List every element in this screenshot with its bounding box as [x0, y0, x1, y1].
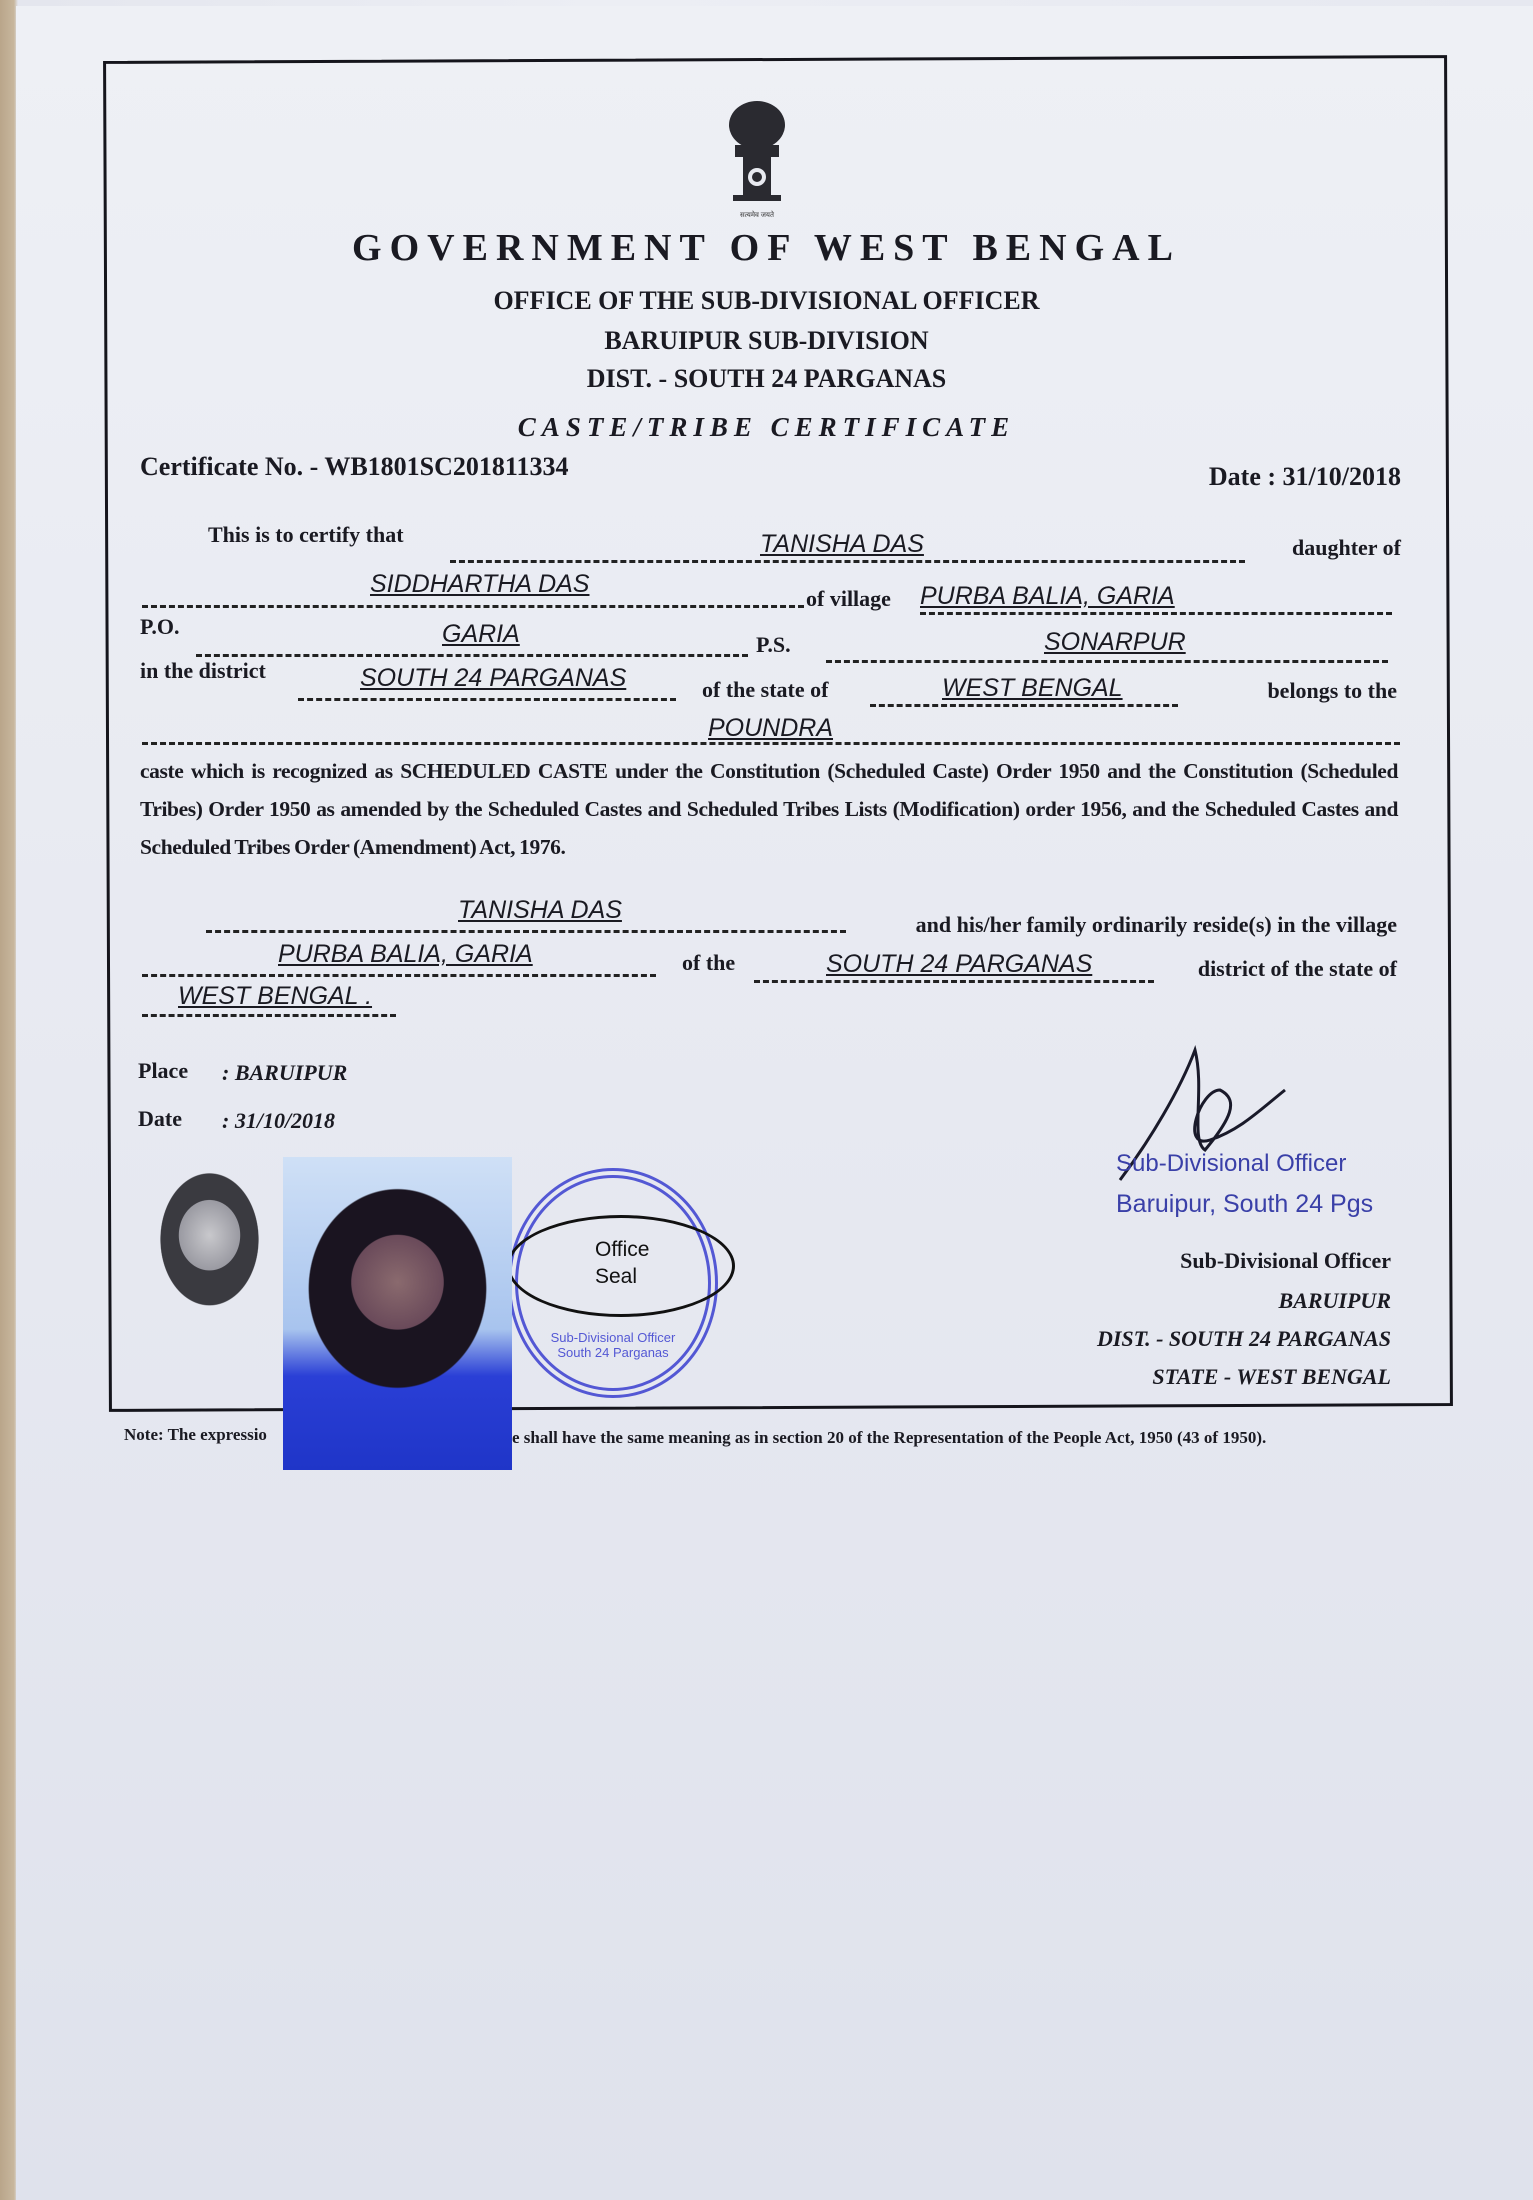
ashoka-emblem-icon: [715, 95, 799, 223]
date-label: Date: [138, 1106, 182, 1131]
field-village: PURBA BALIA, GARIA: [920, 582, 1175, 610]
certification-paragraph: caste which is recognized as SCHEDULED CASTE under the Constitution (Scheduled Caste) Order 1950 and the Constitution (Scheduled Tribes) Order 1950 as amended by the Scheduled Castes and Scheduled Tribes Lists (Modification) order 1956, and the Scheduled Castes and Scheduled Tribes Order (Amendment) Act, 1976.: [140, 759, 1398, 859]
field-district: SOUTH 24 PARGANAS: [360, 664, 627, 692]
stamp-line-2: Baruipur, South 24 Pgs: [1116, 1190, 1374, 1218]
document-title: CASTE/TRIBE CERTIFICATE: [517, 412, 1016, 442]
dash-line: [206, 930, 846, 933]
note-left: Note: The expressio: [124, 1425, 267, 1444]
dash-line: [196, 654, 748, 657]
field-father: SIDDHARTHA DAS: [370, 570, 590, 598]
label-ps: P.S.: [756, 632, 791, 657]
label-village: of village: [806, 586, 891, 611]
field-state: WEST BENGAL: [942, 674, 1123, 702]
field-name-2: TANISHA DAS: [458, 896, 622, 924]
officer-title: Sub-Divisional Officer: [1180, 1248, 1391, 1273]
field-village-2: PURBA BALIA, GARIA: [278, 940, 533, 968]
officer-state: STATE - WEST BENGAL: [1152, 1364, 1391, 1389]
field-caste: POUNDRA: [708, 714, 834, 742]
dash-line: [870, 704, 1178, 707]
label-reside: and his/her family ordinarily reside(s) in the village: [915, 912, 1397, 937]
note-right: e shall have the same meaning as in section 20 of the Representation of the People Act, 1950 (43 of 1950).: [512, 1428, 1267, 1447]
label-district-state: district of the state of: [1197, 956, 1397, 981]
label-state-of: of the state of: [702, 677, 829, 702]
date-value: : 31/10/2018: [222, 1108, 336, 1133]
dash-line: [298, 698, 676, 701]
label-po: P.O.: [140, 614, 180, 639]
field-ps: SONARPUR: [1044, 628, 1186, 656]
place-value: : BARUIPUR: [222, 1060, 348, 1085]
seal-text: Sub-Divisional Officer South 24 Parganas: [550, 1330, 676, 1360]
dash-line: [142, 1014, 396, 1017]
dash-line: [826, 660, 1388, 663]
dash-line: [142, 974, 656, 977]
officer-place: BARUIPUR: [1278, 1288, 1391, 1313]
field-state-2: WEST BENGAL .: [178, 982, 373, 1010]
dash-line: [450, 560, 1245, 563]
label-belongs: belongs to the: [1267, 678, 1397, 703]
officer-district: DIST. - SOUTH 24 PARGANAS: [1096, 1326, 1391, 1351]
subdivision-title: BARUIPUR SUB-DIVISION: [604, 326, 929, 355]
label-certify: This is to certify that: [208, 522, 404, 547]
label-district: in the district: [140, 658, 266, 683]
dash-line: [754, 980, 1154, 983]
dash-line: [920, 612, 1392, 615]
dash-line: [142, 605, 804, 608]
office-seal-label: Office Seal: [595, 1238, 650, 1288]
district-title: DIST. - SOUTH 24 PARGANAS: [586, 364, 947, 393]
office-seal-oval: [507, 1215, 735, 1317]
field-district-2: SOUTH 24 PARGANAS: [826, 950, 1093, 978]
label-of-the: of the: [682, 950, 736, 975]
certificate-date: Date : 31/10/2018: [1208, 462, 1401, 491]
government-title: GOVERNMENT OF WEST BENGAL: [352, 227, 1181, 269]
emblem-motto: सत्यमेव जयते: [740, 211, 774, 219]
office-title: OFFICE OF THE SUB-DIVISIONAL OFFICER: [493, 286, 1040, 315]
label-daughter-of: daughter of: [1292, 535, 1401, 560]
sketch-photo: [137, 1152, 282, 1360]
certificate-number: Certificate No. - WB1801SC201811334: [140, 452, 569, 481]
applicant-photo: [283, 1157, 512, 1470]
field-po: GARIA: [442, 620, 520, 648]
place-label: Place: [138, 1058, 189, 1083]
stamp-line-1: Sub-Divisional Officer: [1116, 1150, 1347, 1177]
field-name: TANISHA DAS: [760, 530, 924, 558]
